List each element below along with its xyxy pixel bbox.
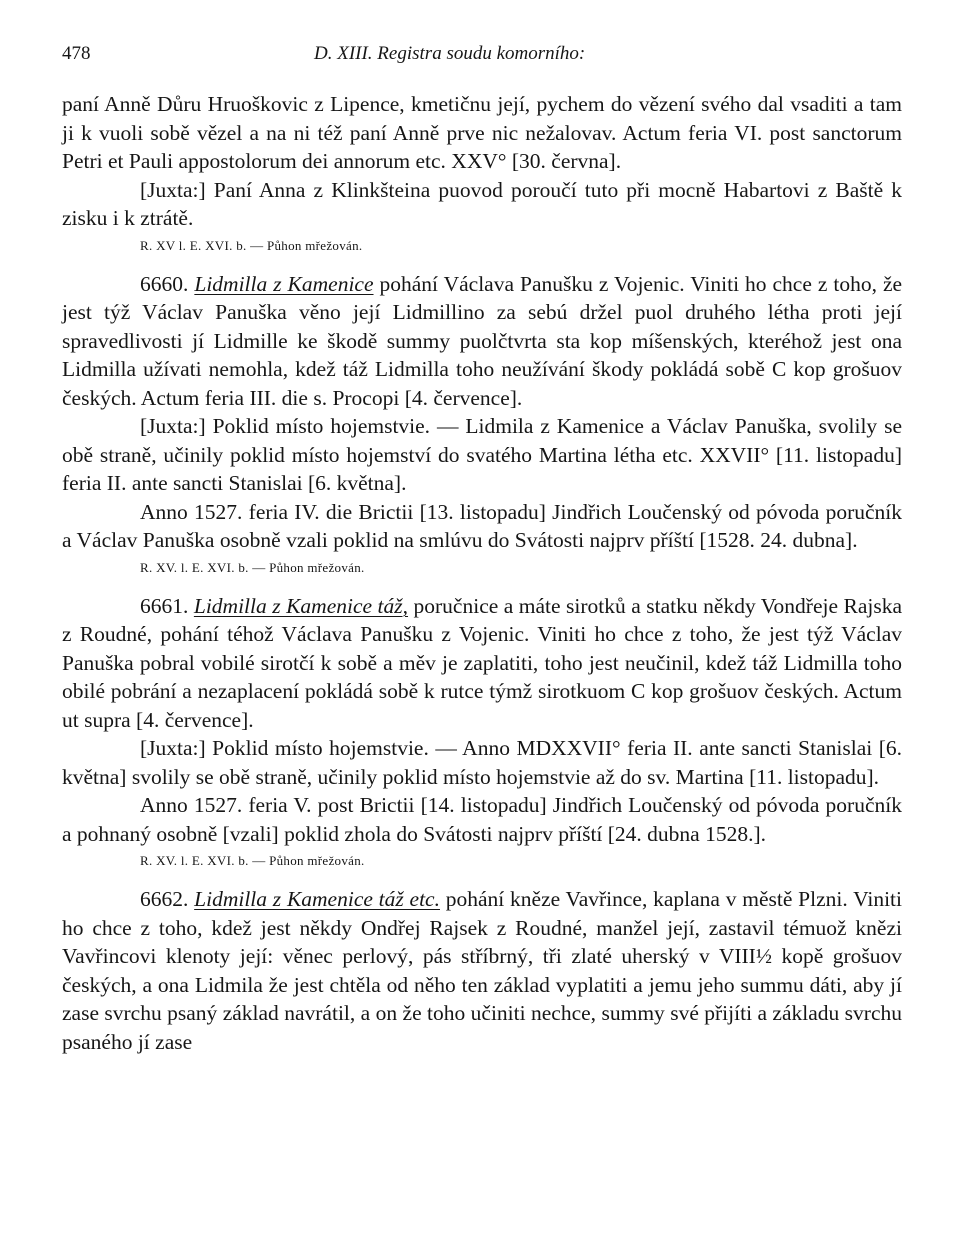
paragraph-anno: Anno 1527. feria IV. die Brictii [13. listopadu] Jindřich Loučenský od póvoda poručník a Václav Panuška osobně vzali poklid na smlúvu do Svátosti najprv příští [1528. 24. dubna].: [62, 499, 902, 552]
entry-text: pohání Václava Panušku z Vojenic. Viniti ho chce z toho, že jest týž Václav Panuška věno její Lidmillino za sebú držel puol druhého létha proti její spravedlivosti jí Lidmille ke škodě summy puolčtvrta sta kop míšenských, kteréhož jest ona Lidmilla užívati nemohla, kdež táž Lidmilla toho neužívání škody pokládá sobě C kop grošuov českých. Actum feria III. die s. Procopi [4. července].: [62, 271, 903, 410]
entry-number: 6662.: [140, 887, 189, 911]
register-note: R. XV. l. E. XVI. b. — Půhon mřežován.: [140, 559, 365, 575]
page-header: [62, 32, 902, 62]
entry-number: 6661.: [140, 593, 189, 618]
paragraph-juxta: [Juxta:] Paní Anna z Klinkšteina puovod poroučí tuto při mocně Habartovi z Baště k zisku i k ztrátě.: [62, 177, 902, 230]
entry-number: 6660.: [140, 271, 189, 296]
entry-6662: [62, 885, 902, 1056]
entry-text: pohání kněze Vavřince, kaplana v městě Plzni. Viniti ho chce z toho, kdež jest někdy Ondřej Rajsek z Roudné, manžel její, zastavil témuož knězi Vavřincovi klenoty její: věnec perlový, pás stříbrný, tři zlaté uherský v VIII½ kopě grošuov českých, a ona Lidmila že jest chtěla od něho ten základ vyplatiti a jemu jeho summu dáti, aby jí zase svrchu psaný základ navrátil, a on že toho učiniti nechce, summy své přijíti a základu svrchu psaného jí zase: [62, 887, 903, 1054]
paragraph-juxta: [Juxta:] Poklid místo hojemstvie. — Lidmila z Kamenice a Václav Panuška, svolily se obě straně, učinily poklid místo hojemství do svatého Martina létha etc. XXVII° [11. listopadu] feria II. ante sancti Stanislai [6. května].: [62, 414, 902, 495]
entry-text: poručnice a máte sirotků a statku někdy Vondřeje Rajska z Roudné, pohání téhož Václava Panušku z Vojenic. Viniti ho chce z toho, že jest týž Václav Panuška pobral vobilé sirotčí k sobě a měv je zaplatiti, toho jest neučinil, kdež táž Lidmilla toho obilé pobrání a nezaplacení pokládá sobě k rutce týmž sirotkuom C kop grošuov českých. Actum ut supra [4. července].: [62, 593, 903, 732]
document-page: [62, 32, 902, 1056]
entry-6661: [62, 592, 902, 735]
paragraph-continuation: paní Anně Důru Hruoškovic z Lipence, kmetičnu její, pychem do vězení svého dal vsaditi a tam ji k vuoli sobě vězel a na ni též paní Anně prve nic nežalovav. Actum feria VI. post sanctorum Petri et Pauli appostolorum dei annorum etc. XXV° [30. června].: [62, 92, 902, 173]
entry-party: Lidmilla z Kamenice: [194, 271, 374, 296]
entry-6660: [62, 270, 902, 413]
register-note: R. XV. l. E. XVI. b. — Půhon mřežován.: [140, 853, 365, 868]
entry-party: Lidmilla z Kamenice táž etc.: [194, 887, 440, 911]
register-note: R. XV l. E. XVI. b. — Půhon mřežován.: [140, 237, 363, 253]
entry-party: Lidmilla z Kamenice táž,: [193, 593, 409, 618]
running-title: D. XIII. Registra soudu komorního:: [314, 43, 586, 64]
page-number: 478: [62, 43, 91, 64]
paragraph-juxta: [Juxta:] Poklid místo hojemstvie. — Anno MDXXVII° feria II. ante sancti Stanislai [6. května] svolily se obě straně, učinily poklid místo hojemstvie až do sv. Martina [11. listopadu].: [62, 736, 902, 789]
paragraph-anno: Anno 1527. feria V. post Brictii [14. listopadu] Jindřich Loučenský od póvoda poručník a pohnaný osobně [vzali] poklid zhola do Svátosti najprv příští [24. dubna 1528.].: [62, 793, 902, 846]
